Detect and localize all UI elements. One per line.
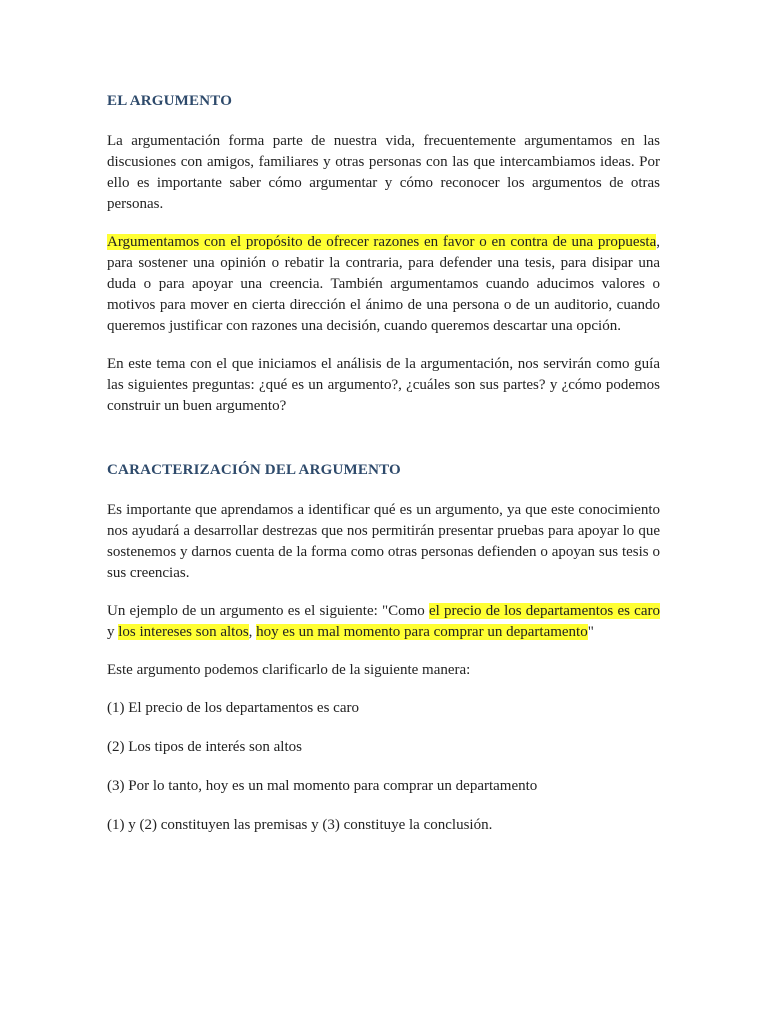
paragraph-questions: En este tema con el que iniciamos el análisis de la argumentación, nos servirán como guía las siguientes preguntas: ¿qué es un argumento?, ¿cuáles son sus partes? y ¿cómo podemos construir un buen argumento?: [107, 356, 660, 414]
section-heading-caracterizacion: CARACTERIZACIÓN DEL ARGUMENTO: [107, 462, 401, 478]
paragraph-clarify: Este argumento podemos clarificarlo de la siguiente manera:: [107, 662, 471, 678]
list-item: (3) Por lo tanto, hoy es un mal momento para comprar un departamento: [107, 778, 538, 794]
highlighted-text-conclusion: hoy es un mal momento para comprar un departamento: [256, 624, 588, 640]
paragraph-text: ": [587, 624, 594, 640]
paragraph-text: ,: [248, 624, 257, 640]
list-item: (1) y (2) constituyen las premisas y (3) constituye la conclusión.: [107, 817, 493, 833]
list-item: (1) El precio de los departamentos es caro: [107, 700, 359, 716]
highlighted-text-premise-1: el precio de los departamentos es caro: [429, 603, 660, 619]
list-item: (2) Los tipos de interés son altos: [107, 739, 302, 755]
paragraph-importance: Es importante que aprendamos a identificar qué es un argumento, ya que este conocimiento nos ayudará a desarrollar destrezas que nos permitirán presentar pruebas para apoyar lo que sostenemos y darnos cuenta de la forma como otras personas defienden o apoyan sus tesis o sus creencias.: [107, 502, 660, 581]
paragraph-text: Un ejemplo de un argumento es el siguiente: "Como: [107, 603, 429, 619]
paragraph-intro: La argumentación forma parte de nuestra vida, frecuentemente argumentamos en las discusiones con amigos, familiares y otras personas con las que intercambiamos ideas. Por ello es importante saber cómo argumentar y cómo reconocer los argumentos de otras personas.: [107, 133, 660, 212]
paragraph-text: y: [107, 624, 119, 640]
section-heading-el-argumento: EL ARGUMENTO: [107, 93, 233, 109]
paragraph-purpose: [107, 232, 660, 337]
paragraph-text: , para sostener una opinión o rebatir la contraria, para defender una tesis, para disipar una duda o para apoyar una creencia. También argumentamos cuando aducimos valores o motivos para mover en cierta dirección el ánimo de una persona o de un auditorio, cuando queremos justificar con razones una decisión, cuando queremos descartar una opción.: [107, 234, 660, 334]
highlighted-text: Argumentamos con el propósito de ofrecer razones en favor o en contra de una propuesta: [107, 234, 657, 250]
highlighted-text-premise-2: los intereses son altos: [118, 624, 249, 640]
document-body: [107, 88, 660, 836]
paragraph-example: [107, 601, 660, 643]
